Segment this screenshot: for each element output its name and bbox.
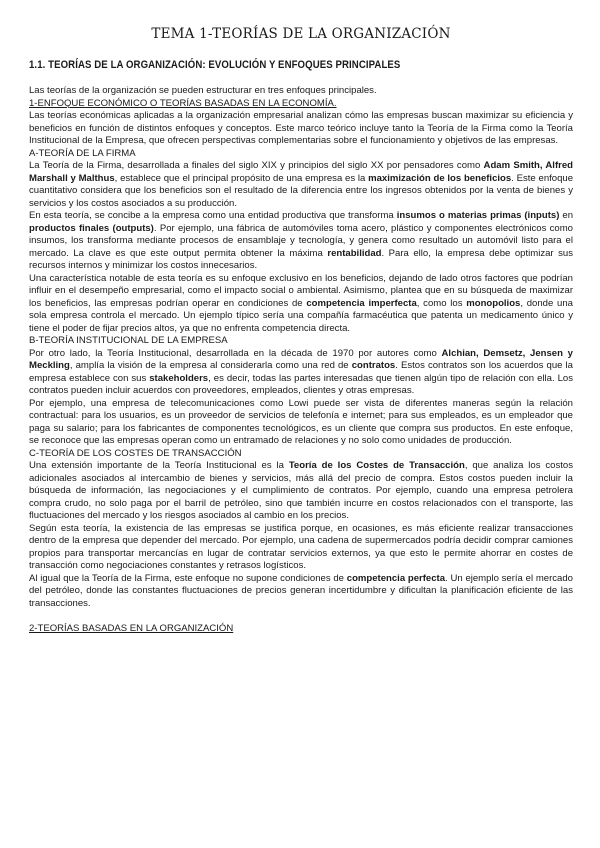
subsection-b-heading: B-TEORÍA INSTITUCIONAL DE LA EMPRESA (29, 335, 228, 346)
subsection-a-paragraph-3: Una característica notable de esta teoría es su enfoque exclusivo en los beneficios, dejando de lado otros factores que podrían influir en el desempeño empresarial, como el impacto social o ambiental. Asimismo, plantea que en su búsqueda de maximizar los beneficios, las empresas podrían operar en condiciones de competencia imperfecta, como los monopolios, donde una sola empresa controla el mercado. Un ejemplo típico sería una compañía farmacéutica que patenta un medicamento único y tiene el poder de fijar precios altos, ya que no enfrenta competencia directa. (29, 272, 573, 334)
subsection-c-paragraph-1: Una extensión importante de la Teoría Institucional es la Teoría de los Costes de Transacción, que analiza los costos adicionales asociados al intercambio de bienes y servicios, más allá del precio de compra. Estos costos pueden incluir la búsqueda de información, las negociaciones y el cumplimiento de contratos. Por ejemplo, cuando una empresa petrolera compra crudo, no solo paga por el barril de petróleo, sino que también incurre en costos relacionados con el transporte, las fluctuaciones del mercado y los riesgos asociados al cambio en los precios. (29, 460, 573, 521)
subsection-a-paragraph-1: La Teoría de la Firma, desarrollada a finales del siglo XIX y principios del siglo XX por pensadores como Adam Smith, Alfred Marshall y Malthus, establece que el principal propósito de una empresa es la maximización de los beneficios. Este enfoque cuantitativo considera que los beneficios son el resultado de la diferencia entre los ingresos obtenidos por la venta de bienes y servicios y los costos asociados a su producción. (29, 160, 574, 209)
subsection-c-heading: C-TEORÍA DE LOS COSTES DE TRANSACCIÓN (29, 447, 242, 459)
intro-paragraph: Las teorías de la organización se pueden estructurar en tres enfoques principales. (29, 85, 377, 96)
page-title: TEMA 1-TEORÍAS DE LA ORGANIZACIÓN (151, 26, 451, 42)
subsection-a-paragraph-2: En esta teoría, se concibe a la empresa como una entidad productiva que transforma insumos o materias primas (inputs) en productos finales (outputs). Por ejemplo, una fábrica de automóviles toma acero, plástico y componentes electrónicos como insumos, los transforma mediante procesos de ensamblaje y tecnología, y genera como resultado un automóvil listo para el mercado. La clave es que este output permita obtener la máxima rentabilidad. Para ello, la empresa debe optimizar sus recursos internos y minimizar los costos innecesarios. (29, 210, 574, 271)
section1-heading: 1-ENFOQUE ECONÓMICO O TEORÍAS BASADAS EN LA ECONOMÍA. (29, 97, 337, 109)
document-page (29, 26, 573, 636)
subsection-b-paragraph-1: Por otro lado, la Teoría Institucional, desarrollada en la década de 1970 por autores como Alchian, Demsetz, Jensen y Meckling, amplía la visión de la empresa al considerarla como una red de contratos. Estos contratos son los acuerdos que la empresa establece con sus stakeholders, es decir, todas las partes interesadas que tienen algún tipo de relación con ella. Los contratos pueden incluir acuerdos con proveedores, empleados, clientes y otras empresas. (29, 347, 573, 396)
subsection-a-heading: A-TEORÍA DE LA FIRMA (29, 147, 136, 159)
subsection-c-paragraph-3: Al igual que la Teoría de la Firma, este enfoque no supone condiciones de competencia perfecta. Un ejemplo sería el mercado del petróleo, donde las constantes fluctuaciones de precios generan incertidumbre y dificultan la planificación eficiente de las transacciones. (29, 572, 573, 609)
subsection-b-paragraph-2: Por ejemplo, una empresa de telecomunicaciones como Lowi puede ser vista de diferentes maneras según la relación contractual: para los usuarios, es un proveedor de servicios de telefonía e internet; para sus empleados, es un empleador que paga su salario; para los fabricantes de componentes tecnológicos, es un cliente que compra sus productos. En este enfoque, se reconoce que las empresas operan como un entramado de relaciones y no solo como unidades de producción. (29, 397, 573, 446)
subsection-c-paragraph-2: Según esta teoría, la existencia de las empresas se justifica porque, en ocasiones, es más eficiente realizar transacciones dentro de la empresa que depender del mercado. Por ejemplo, una cadena de supermercados podría decidir comprar camiones propios para transportar mercancías en lugar de contratar servicios externos, ya que esto le permite ahorrar en costes de transacción como negociaciones constantes y retrasos logísticos. (29, 522, 573, 571)
section1-paragraph: Las teorías económicas aplicadas a la organización empresarial analizan cómo las empresas buscan maximizar su eficiencia y beneficios en función de distintos enfoques y conceptos. Este marco teórico incluye tanto la Teoría de la Firma como la Teoría Institucional de la Empresa, que ofrecen perspectivas complementarias sobre el funcionamiento y objetivos de las empresas. (29, 110, 573, 146)
section-subtitle: 1.1. TEORÍAS DE LA ORGANIZACIÓN: EVOLUCIÓN Y ENFOQUES PRINCIPALES (29, 59, 401, 71)
section2-heading: 2-TEORÍAS BASADAS EN LA ORGANIZACIÓN (29, 623, 234, 634)
